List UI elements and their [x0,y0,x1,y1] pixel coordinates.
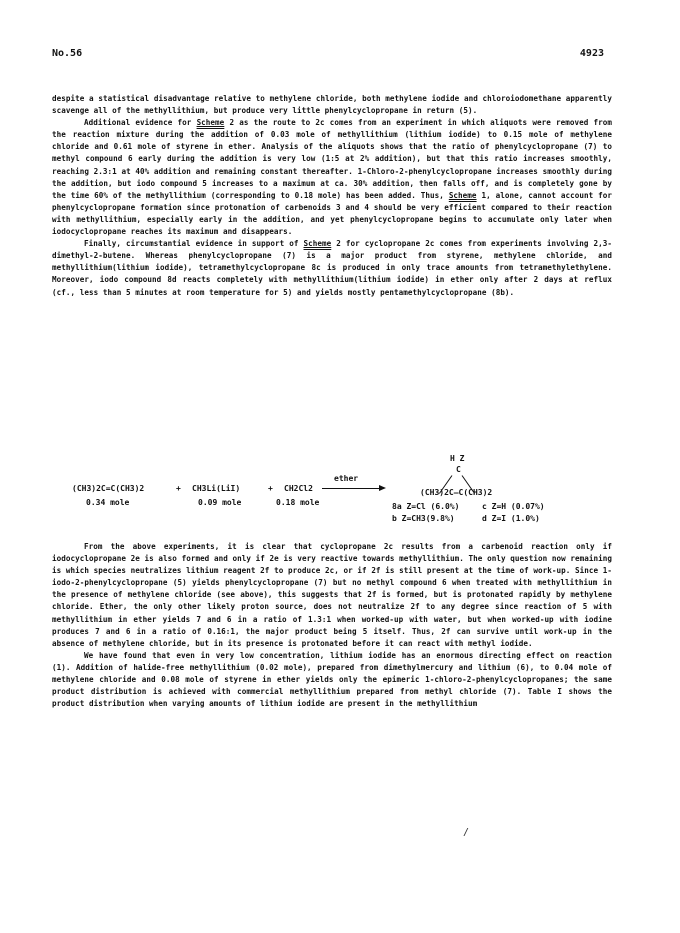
reactant-methyllithium: CH3Li(LiI) [192,484,241,493]
product-8d-yield: d Z=I (1.0%) [482,514,540,523]
product-ring-carbon: C [456,465,461,474]
reaction-arrow-line [322,488,380,489]
paragraph-4: From the above experiments, it is clear that cyclopropane 2c results from a carbenoid reaction only if iodocyclopropane 2e is also formed and only if 2e is very reactive towards methyllithium. The only question now remaining is which species neutralizes lithium reagent 2f to produce 2c, or if 2f is still present at the time of work-up. Since 1-iodo-2-phenylcyclopropane (5) yields phenylcyclopropane (7) but no methyl compound 6 when treated with methyllithium in the presence of methylene chloride (see above), this suggests that 2f is formed, but is protonated rapidly by methylene chloride. Ether, the only other likely proton source, does not neutralize 2f to any degree since reaction of 5 with methyllithium in ether yields 7 and 6 in a ratio of 1.3:1 when worked-up with water, but when worked-up with iodine produces 7 and 6 in a ratio of 0.16:1, the major product being 5 itself. Thus, 2f can survive until work-up in the absence of methylene chloride, but in its presence is protonated before it can react with methyl iodide. [52,542,612,648]
paragraph-5: We have found that even in very low concentration, lithium iodide has an enormous directing effect on reaction (1). Addition of halide-free methyllithium (0.02 mole), prepared from dimethylmercury and lithium (6), to 0.04 mole of methylene chloride and 0.08 mole of styrene in ether yields only the epimeric 1-chloro-2-phenylcyclopropanes; the same product distribution is achieved with commercial methyllithium prepared from methyl chloride (7). Table I shows the product distribution when varying amounts of lithium iodide are present in the methyllithium [52,650,612,709]
page-number: 4923 [579,48,604,59]
reaction-arrow-head [379,485,386,491]
paragraph-1: despite a statistical disadvantage relative to methylene chloride, both methylene iodide and chloroiodomethane apparently scavenge all of the methyllithium, but produce very little phenylcyclopropane in return (5). [52,94,612,116]
product-substituents: H Z [450,454,465,463]
paragraph-3: Finally, circumstantial evidence in support of Scheme 2 for cyclopropane 2c comes from experiments involving 2,3-dimethyl-2-butene. Whereas phenylcyclopropane (7) is a major product from styrene, methylene chloride, and methyllithium(lithium iodide), tetramethylcyclopropane 8c is produced in only trace amounts from tetramethylethylene. Moreover, iodo compound 8d reacts completely with methyllithium(lithium iodide) in ether only after 2 days at reflux (cf., less than 5 minutes at room temperature for 5) and yields mostly pentamethylcyclopropane (8b). [52,239,612,297]
plus-sign-2: + [268,484,273,493]
reactant-tetramethylethylene: (CH3)2C=C(CH3)2 [72,484,145,493]
text-block-top [52,93,612,299]
stray-pen-mark: / [463,827,470,838]
reactant-amount-1: 0.34 mole [86,498,130,507]
paragraph-2: Additional evidence for Scheme 2 as the route to 2c comes from an experiment in which aliquots were removed from the reaction mixture during the addition of 0.03 mole of methyllithium (lithium iodide) to 0.15 mole of methylene chloride and 0.61 mole of styrene in ether. Analysis of the aliquots shows that the ratio of phenylcyclopropane (7) to methyl compound 6 early during the addition is very low (1:5 at 2% addition), but that this ratio increases smoothly, reaching 2.3:1 at 40% addition and remaining constant thereafter. 1-Chloro-2-phenylcyclopropane increases smoothly during the addition, but iodo compound 5 increases to a maximum at ca. 30% addition, then falls off, and is completely gone by the time 60% of the methyllithium (corresponding to 0.18 mole) has been added. Thus, Scheme 1, alone, cannot account for phenylcyclopropane formation since protonation of carbenoids 3 and 4 should be very efficient compared to their reaction with methyllithium, especially early in the addition, and yet phenylcyclopropane begins to accumulate only later when iodocyclopropane reaches its maximum and disappears. [52,118,612,237]
reactant-methylene-chloride: CH2Cl2 [284,484,313,493]
solvent-label: ether [334,474,359,483]
product-8a-yield: 8a Z=Cl (6.0%) [392,502,460,511]
reactant-amount-3: 0.18 mole [276,498,320,507]
text-block-bottom [52,541,612,710]
journal-issue-number: No.56 [52,48,83,59]
plus-sign-1: + [176,484,181,493]
product-8c-yield: c Z=H (0.07%) [482,502,545,511]
reactant-amount-2: 0.09 mole [198,498,242,507]
product-8b-yield: b Z=CH3(9.8%) [392,514,455,523]
reaction-scheme [52,450,612,530]
product-structure: (CH3)2C—C(CH3)2 [420,488,493,497]
